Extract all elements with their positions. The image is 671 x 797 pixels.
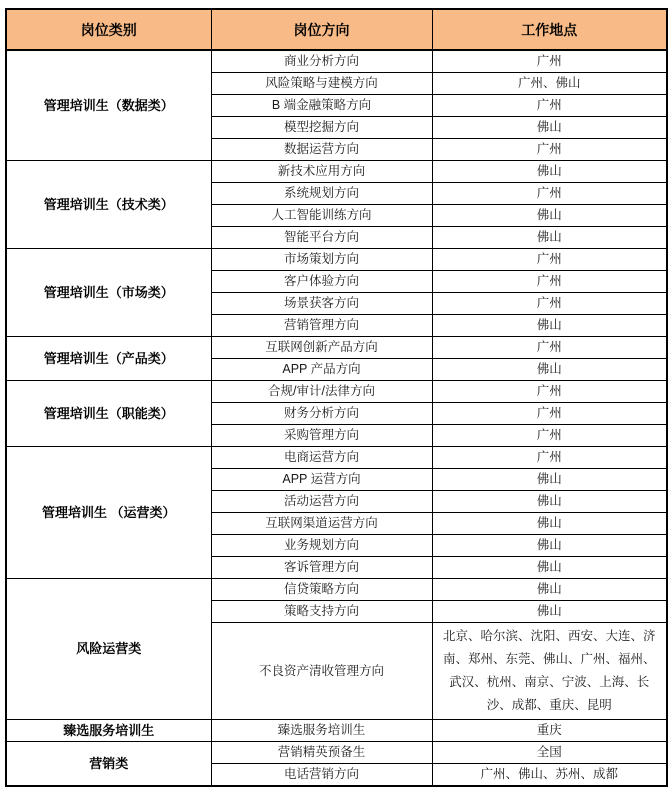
direction-cell: 不良资产清收管理方向 xyxy=(211,623,432,720)
direction-cell: 电商运营方向 xyxy=(211,447,432,469)
location-cell: 广州 xyxy=(432,139,667,161)
direction-cell: 数据运营方向 xyxy=(211,139,432,161)
location-cell: 佛山 xyxy=(432,535,667,557)
direction-cell: 系统规划方向 xyxy=(211,183,432,205)
table-row xyxy=(6,337,667,359)
job-positions-table xyxy=(5,8,668,787)
location-cell: 全国 xyxy=(432,742,667,764)
direction-cell: 模型挖掘方向 xyxy=(211,117,432,139)
direction-cell: 市场策划方向 xyxy=(211,249,432,271)
table-row xyxy=(6,579,667,601)
location-cell: 重庆 xyxy=(432,720,667,742)
direction-cell: 营销管理方向 xyxy=(211,315,432,337)
category-cell: 管理培训生（数据类） xyxy=(6,50,211,161)
location-cell: 北京、哈尔滨、沈阳、西安、大连、济南、郑州、东莞、佛山、广州、福州、武汉、杭州、南京、宁波、上海、长沙、成都、重庆、昆明 xyxy=(432,623,667,720)
direction-cell: 财务分析方向 xyxy=(211,403,432,425)
direction-cell: 信贷策略方向 xyxy=(211,579,432,601)
category-cell: 管理培训生（职能类） xyxy=(6,381,211,447)
location-cell: 广州 xyxy=(432,183,667,205)
location-cell: 广州 xyxy=(432,337,667,359)
location-cell: 佛山 xyxy=(432,491,667,513)
direction-cell: 业务规划方向 xyxy=(211,535,432,557)
direction-cell: 场景获客方向 xyxy=(211,293,432,315)
header-col-direction: 岗位方向 xyxy=(211,9,432,50)
location-cell: 佛山 xyxy=(432,513,667,535)
direction-cell: 营销精英预备生 xyxy=(211,742,432,764)
location-cell: 广州 xyxy=(432,447,667,469)
table-header xyxy=(6,9,667,50)
direction-cell: 合规/审计/法律方向 xyxy=(211,381,432,403)
location-cell: 佛山 xyxy=(432,557,667,579)
direction-cell: 电话营销方向 xyxy=(211,764,432,787)
category-cell: 管理培训生（市场类） xyxy=(6,249,211,337)
direction-cell: APP 产品方向 xyxy=(211,359,432,381)
location-cell: 广州 xyxy=(432,50,667,73)
header-col-location: 工作地点 xyxy=(432,9,667,50)
header-col-category: 岗位类别 xyxy=(6,9,211,50)
category-cell: 风险运营类 xyxy=(6,579,211,720)
location-cell: 广州 xyxy=(432,425,667,447)
table-row xyxy=(6,381,667,403)
header-row xyxy=(6,9,667,50)
location-cell: 佛山 xyxy=(432,117,667,139)
location-cell: 广州 xyxy=(432,249,667,271)
location-cell: 广州 xyxy=(432,381,667,403)
location-cell: 广州、佛山、苏州、成都 xyxy=(432,764,667,787)
table-row xyxy=(6,720,667,742)
location-cell: 佛山 xyxy=(432,161,667,183)
table-row xyxy=(6,161,667,183)
location-cell: 广州 xyxy=(432,403,667,425)
direction-cell: 活动运营方向 xyxy=(211,491,432,513)
location-cell: 佛山 xyxy=(432,469,667,491)
direction-cell: 商业分析方向 xyxy=(211,50,432,73)
category-cell: 管理培训生（产品类） xyxy=(6,337,211,381)
direction-cell: 人工智能训练方向 xyxy=(211,205,432,227)
direction-cell: 客诉管理方向 xyxy=(211,557,432,579)
location-cell: 佛山 xyxy=(432,359,667,381)
location-cell: 佛山 xyxy=(432,205,667,227)
location-cell: 广州 xyxy=(432,95,667,117)
direction-cell: 智能平台方向 xyxy=(211,227,432,249)
table-row xyxy=(6,249,667,271)
location-cell: 佛山 xyxy=(432,601,667,623)
direction-cell: 互联网创新产品方向 xyxy=(211,337,432,359)
location-cell: 佛山 xyxy=(432,227,667,249)
direction-cell: APP 运营方向 xyxy=(211,469,432,491)
table-row xyxy=(6,50,667,73)
location-cell: 佛山 xyxy=(432,315,667,337)
category-cell: 管理培训生 （运营类） xyxy=(6,447,211,579)
direction-cell: 采购管理方向 xyxy=(211,425,432,447)
table-body xyxy=(6,50,667,786)
category-cell: 臻选服务培训生 xyxy=(6,720,211,742)
direction-cell: B 端金融策略方向 xyxy=(211,95,432,117)
direction-cell: 风险策略与建模方向 xyxy=(211,73,432,95)
location-cell: 广州、佛山 xyxy=(432,73,667,95)
location-cell: 广州 xyxy=(432,271,667,293)
table-row xyxy=(6,742,667,764)
category-cell: 营销类 xyxy=(6,742,211,787)
category-cell: 管理培训生（技术类） xyxy=(6,161,211,249)
direction-cell: 策略支持方向 xyxy=(211,601,432,623)
table-row xyxy=(6,447,667,469)
direction-cell: 客户体验方向 xyxy=(211,271,432,293)
direction-cell: 新技术应用方向 xyxy=(211,161,432,183)
direction-cell: 互联网渠道运营方向 xyxy=(211,513,432,535)
direction-cell: 臻选服务培训生 xyxy=(211,720,432,742)
location-cell: 广州 xyxy=(432,293,667,315)
location-cell: 佛山 xyxy=(432,579,667,601)
